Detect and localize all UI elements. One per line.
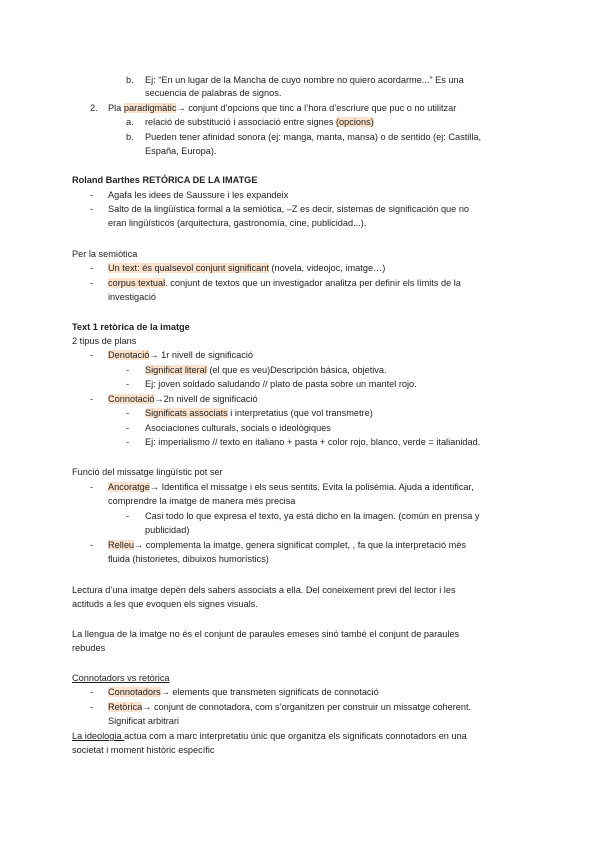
- section-heading: Roland Barthes RETÓRICA DE LA IMATGE: [72, 175, 258, 185]
- bullet-icon: -: [126, 365, 130, 375]
- list-item: Pla paradigmàtic→ conjunt d’opcions que tinc a l’hora d’escriure que puc o no utilitzar: [108, 103, 457, 113]
- bullet-icon: -: [126, 408, 130, 418]
- paragraph: actituds a les que evoquen els signes visuals.: [72, 599, 258, 609]
- bullet-icon: -: [90, 394, 94, 404]
- section-heading: Text 1 retòrica de la imatge: [72, 322, 190, 332]
- list-item: Ej: joven soldado saludando // plato de pasta sobre un mantel rojo.: [145, 379, 417, 389]
- bullet-icon: -: [90, 278, 94, 288]
- highlight: Denotació: [108, 350, 150, 360]
- paragraph: societat i moment històric específic: [72, 745, 215, 755]
- bullet-icon: -: [90, 350, 94, 360]
- list-item: Connotadors→ elements que transmeten significats de connotació: [108, 687, 379, 697]
- list-item: España, Europa).: [145, 146, 217, 156]
- bullet-icon: -: [126, 437, 130, 447]
- bullet-icon: -: [90, 204, 94, 214]
- highlight: paradigmàtic: [123, 103, 177, 113]
- highlight: corpus textual: [108, 278, 166, 288]
- bullet-icon: -: [90, 540, 94, 550]
- paragraph: Per la semiòtica: [72, 249, 138, 259]
- paragraph: La llengua de la imatge no és el conjunt de paraules emeses sinó també el conjunt de paraules: [72, 629, 460, 639]
- list-marker: a.: [126, 117, 134, 127]
- bullet-icon: -: [90, 263, 94, 273]
- highlight: (opcions): [336, 117, 374, 127]
- highlight: Retòrica: [108, 702, 143, 712]
- bullet-icon: -: [126, 511, 130, 521]
- bullet-icon: -: [90, 687, 94, 697]
- highlight: Un text: és qualsevol conjunt significant: [108, 263, 269, 273]
- bullet-icon: -: [90, 482, 94, 492]
- highlight: Significat literal: [145, 365, 207, 375]
- list-item: Significat literal (el que es veu)Descripción básica, objetiva.: [145, 365, 387, 375]
- paragraph: Lectura d’una imatge depèn dels sabers associats a ella. Del coneixement previ del lector i les: [72, 585, 456, 595]
- highlight: Relleu: [108, 540, 135, 550]
- list-marker: b.: [126, 75, 134, 85]
- paragraph: rebudes: [72, 643, 106, 653]
- list-item: Relleu→ complementa la imatge, genera significat complet, , fa que la interpretació més: [108, 540, 466, 550]
- list-marker: 2.: [90, 103, 98, 113]
- list-item: Connotació→2n nivell de significació: [108, 394, 258, 404]
- highlight: Significats associats: [145, 408, 228, 418]
- list-item: Ej: imperialismo // texto en italiano + pasta + color rojo, blanco, verde = italianidad.: [145, 437, 481, 447]
- list-item: relació de substitució i associació entre signes (opcions): [145, 117, 374, 127]
- bullet-icon: -: [126, 423, 130, 433]
- paragraph: La ideologia actua com a marc interpretatiu únic que organitza els significats connotadors en una: [72, 731, 467, 741]
- example-text: Ej: “En un lugar de la Mancha de cuyo nombre no quiero acordarme...” Es una: [145, 75, 464, 85]
- list-item: publicidad): [145, 525, 190, 535]
- list-item: Salto de la lingüística formal a la semiótica, –Z es decir, sistemas de significación que no: [108, 204, 470, 214]
- underlined-term: La ideologia: [72, 731, 125, 741]
- highlight: Connotadors: [108, 687, 161, 697]
- paragraph: Funció del missatge lingüístic pot ser: [72, 467, 223, 477]
- list-item: Denotació→ 1r nivell de significació: [108, 350, 254, 360]
- list-item: corpus textual. conjunt de textos que un investigador analitza per definir els límits de la: [108, 278, 461, 288]
- example-text: secuencia de palabras de signos.: [145, 88, 282, 98]
- list-item: fluida (historietes, dibuixos humorístics): [108, 554, 269, 564]
- list-item: Agafa les idees de Saussure i les expandeix: [108, 190, 289, 200]
- bullet-icon: -: [90, 702, 94, 712]
- bullet-icon: -: [90, 190, 94, 200]
- list-marker: b.: [126, 132, 134, 142]
- list-item: investigació: [108, 292, 157, 302]
- list-item: eran lingüísticos (arquitectura, gastronomía, cine, publicidad...).: [108, 218, 367, 228]
- highlight: Connotació: [108, 394, 155, 404]
- paragraph: 2 tipus de plans: [72, 336, 137, 346]
- list-item: Ancoratge→ Identifica el missatge i els seus sentits. Evita la polisèmia. Ajuda a identificar,: [108, 482, 474, 492]
- bullet-icon: -: [126, 379, 130, 389]
- list-item: Significats associats i interpretatius (que vol transmetre): [145, 408, 373, 418]
- list-item: Significat arbitrari: [108, 716, 179, 726]
- list-item: Casi todo lo que expresa el texto, ya está dicho en la imagen. (común en prensa y: [145, 511, 480, 521]
- list-item: Retòrica→ conjunt de connotadora, com s’organitzen per construir un missatge coherent.: [108, 702, 472, 712]
- list-item: Pueden tener afinidad sonora (ej: manga, manta, mansa) o de sentido (ej: Castilla,: [145, 132, 482, 142]
- list-item: Asociaciones culturals, socials o ideològiques: [145, 423, 331, 433]
- section-heading: Connotadors vs retòrica: [72, 673, 170, 683]
- list-item: comprendre la imatge de manera més precisa: [108, 496, 296, 506]
- list-item: Un text: és qualsevol conjunt significant (novela, videojoc, imatge…): [108, 263, 386, 273]
- highlight: Ancoratge: [108, 482, 150, 492]
